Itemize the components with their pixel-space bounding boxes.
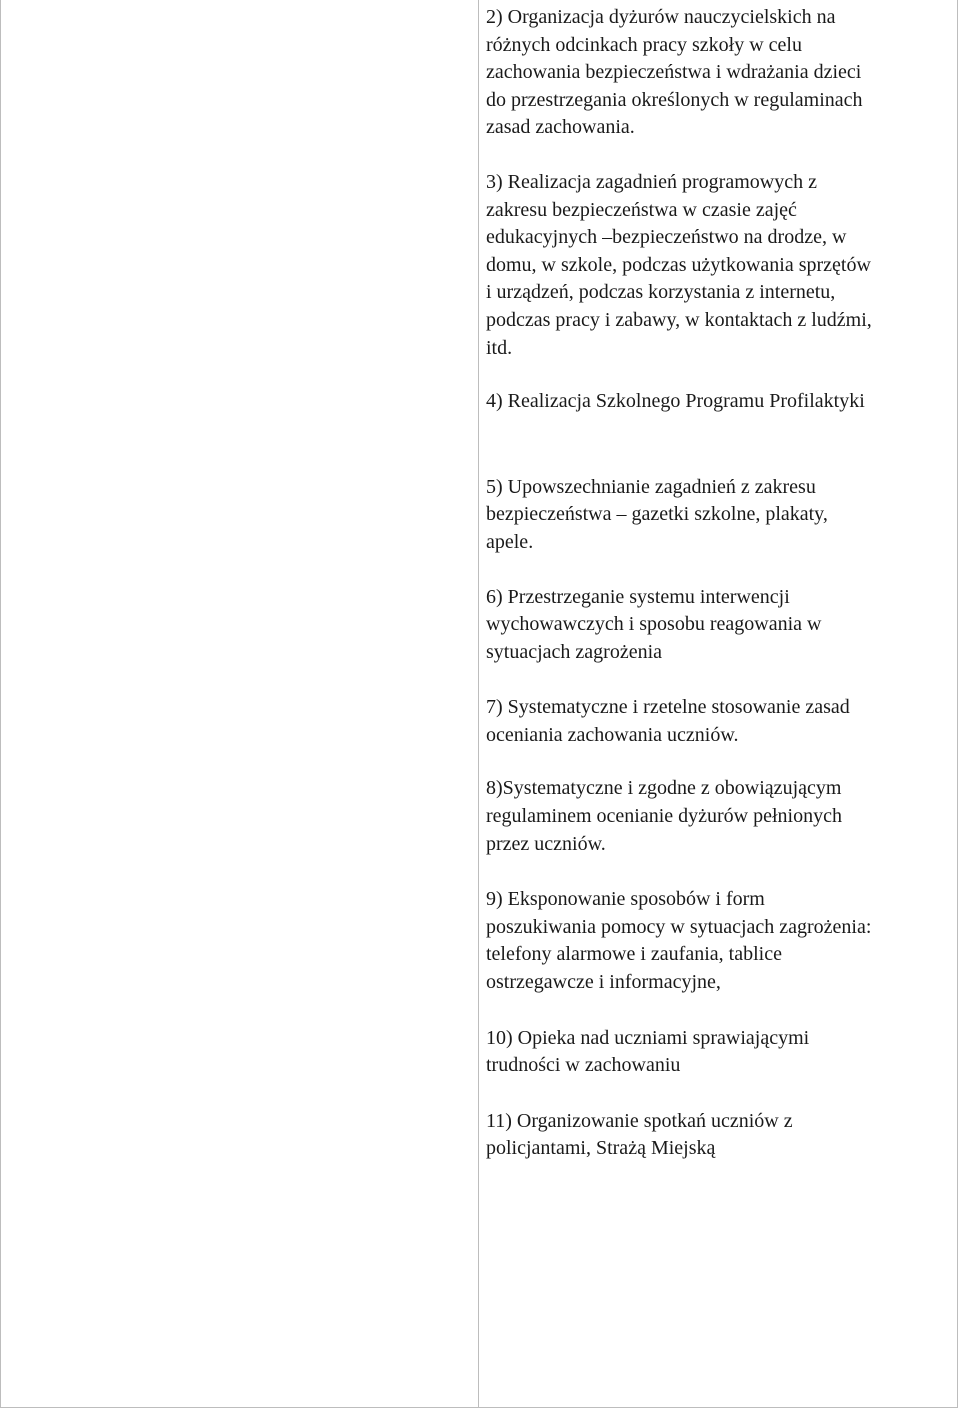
list-item-7: 7) Systematyczne i rzetelne stosowanie zasad oceniania zachowania uczniów.	[486, 696, 850, 746]
list-item-8: 8)Systematyczne i zgodne z obowiązującym regulaminem ocenianie dyżurów pełnionych przez uczniów.	[486, 777, 842, 855]
list-item-5: 5) Upowszechnianie zagadnień z zakresu bezpieczeństwa – gazetki szkolne, plakaty, apele.	[486, 475, 828, 553]
list-item-9: 9) Eksponowanie sposobów i form poszukiwania pomocy w sytuacjach zagrożenia: telefony alarmowe i zaufania, tablice ostrzegawcze i informacyjne,	[486, 888, 872, 994]
left-table-cell	[1, 0, 477, 1406]
list-item-11: 11) Organizowanie spotkań uczniów z policjantami, Strażą Miejską	[486, 1109, 793, 1160]
list-item-3: 3) Realizacja zagadnień programowych z zakresu bezpieczeństwa w czasie zajęć edukacyjnych –bezpieczeństwo na drodze, w domu, w szkole, podczas użytkowania sprzętów i urządzeń, podczas korzystania z internetu, podczas pracy i zabawy, w kontaktach z ludźmi, itd.	[486, 170, 872, 359]
list-item-6: 6) Przestrzeganie systemu interwencji wychowawczych i sposobu reagowania w sytuacjach zagrożenia	[486, 585, 822, 663]
right-table-cell	[486, 4, 954, 1163]
column-divider	[478, 0, 479, 1408]
list-item-4: 4) Realizacja Szkolnego Programu Profilaktyki	[486, 390, 865, 413]
list-item-2: 2) Organizacja dyżurów nauczycielskich na różnych odcinkach pracy szkoły w celu zachowania bezpieczeństwa i wdrażania dzieci do przestrzegania określonych w regulaminach zasad zachowania.	[486, 6, 863, 139]
list-item-10: 10) Opieka nad uczniami sprawiającymi trudności w zachowaniu	[486, 1026, 810, 1077]
